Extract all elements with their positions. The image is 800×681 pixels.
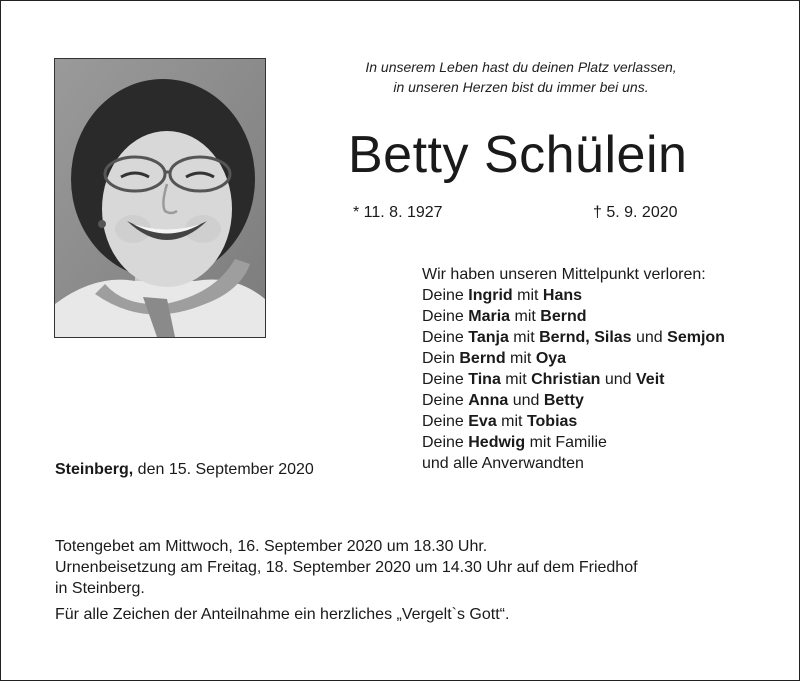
death-date: † 5. 9. 2020	[593, 204, 678, 221]
mourner-line	[422, 285, 725, 306]
mourner-name: Maria	[468, 308, 511, 325]
mourner-text: mit	[508, 329, 540, 346]
mourner-name: Christian	[531, 371, 601, 388]
mourner-name: Semjon	[667, 329, 725, 346]
mourner-text: Dein	[422, 350, 460, 367]
mourner-text: Deine	[422, 308, 469, 325]
mourner-text: Deine	[422, 287, 469, 304]
place-name: Steinberg,	[55, 461, 134, 478]
mourner-line	[422, 390, 725, 411]
mourners-list	[422, 264, 725, 474]
service-line-prayer: Totengebet am Mittwoch, 16. September 2020 um 18.30 Uhr.	[55, 538, 488, 555]
mourner-text: Deine	[422, 392, 469, 409]
mourner-line	[422, 411, 725, 432]
mourner-name: Anna	[468, 392, 509, 409]
mourner-lines	[422, 285, 725, 453]
deceased-name: Betty Schülein	[348, 126, 688, 184]
mourner-text: Deine	[422, 329, 469, 346]
service-line-location: in Steinberg.	[55, 580, 145, 597]
mourner-name: Bernd	[459, 350, 506, 367]
mourner-name: Hedwig	[468, 434, 526, 451]
service-line-burial: Urnenbeisetzung am Freitag, 18. September 2020 um 14.30 Uhr auf dem Friedhof	[55, 559, 638, 576]
mourner-text: mit	[496, 413, 527, 430]
mourner-line	[422, 306, 725, 327]
mourner-name: Bernd, Silas	[539, 329, 632, 346]
mourners-closing: und alle Anverwandten	[422, 455, 584, 472]
mourner-name: Oya	[535, 350, 567, 367]
portrait-photo	[54, 58, 266, 338]
mourner-text: und	[600, 371, 637, 388]
mourner-name: Tobias	[526, 413, 578, 430]
mourner-text: Deine	[422, 413, 469, 430]
mourner-text: mit	[512, 287, 543, 304]
mourner-name: Bernd	[540, 308, 587, 325]
mourner-line	[422, 369, 725, 390]
mourner-text: mit Familie	[525, 434, 607, 451]
mourner-name: Tina	[468, 371, 501, 388]
mourner-name: Veit	[636, 371, 665, 388]
place-and-date	[55, 461, 314, 479]
notice-date: den 15. September 2020	[133, 461, 314, 478]
mourner-name: Eva	[468, 413, 497, 430]
mourner-name: Tanja	[468, 329, 509, 346]
mourner-name: Ingrid	[468, 287, 513, 304]
birth-date: * 11. 8. 1927	[353, 204, 443, 221]
mourner-line	[422, 348, 725, 369]
mourner-text: Deine	[422, 434, 469, 451]
mourner-name: Hans	[542, 287, 583, 304]
mourner-text: mit	[500, 371, 532, 388]
mourner-text: mit	[505, 350, 536, 367]
thanks-line: Für alle Zeichen der Anteilnahme ein herzliches „Vergelt`s Gott“.	[55, 606, 510, 623]
quote-line-2: in unseren Herzen bist du immer bei uns.	[393, 79, 649, 95]
mourner-text: und	[508, 392, 544, 409]
mourner-name: Betty	[543, 392, 584, 409]
mourner-text: mit	[510, 308, 541, 325]
portrait-image	[55, 59, 265, 337]
mourner-line	[422, 327, 725, 348]
mourner-line	[422, 432, 725, 453]
quote-line-1: In unserem Leben hast du deinen Platz verlassen,	[365, 59, 677, 75]
service-information	[55, 536, 638, 625]
memorial-quote	[331, 57, 711, 97]
mourner-text: und	[631, 329, 668, 346]
mourners-intro: Wir haben unseren Mittelpunkt verloren:	[422, 266, 706, 283]
mourner-text: Deine	[422, 371, 469, 388]
